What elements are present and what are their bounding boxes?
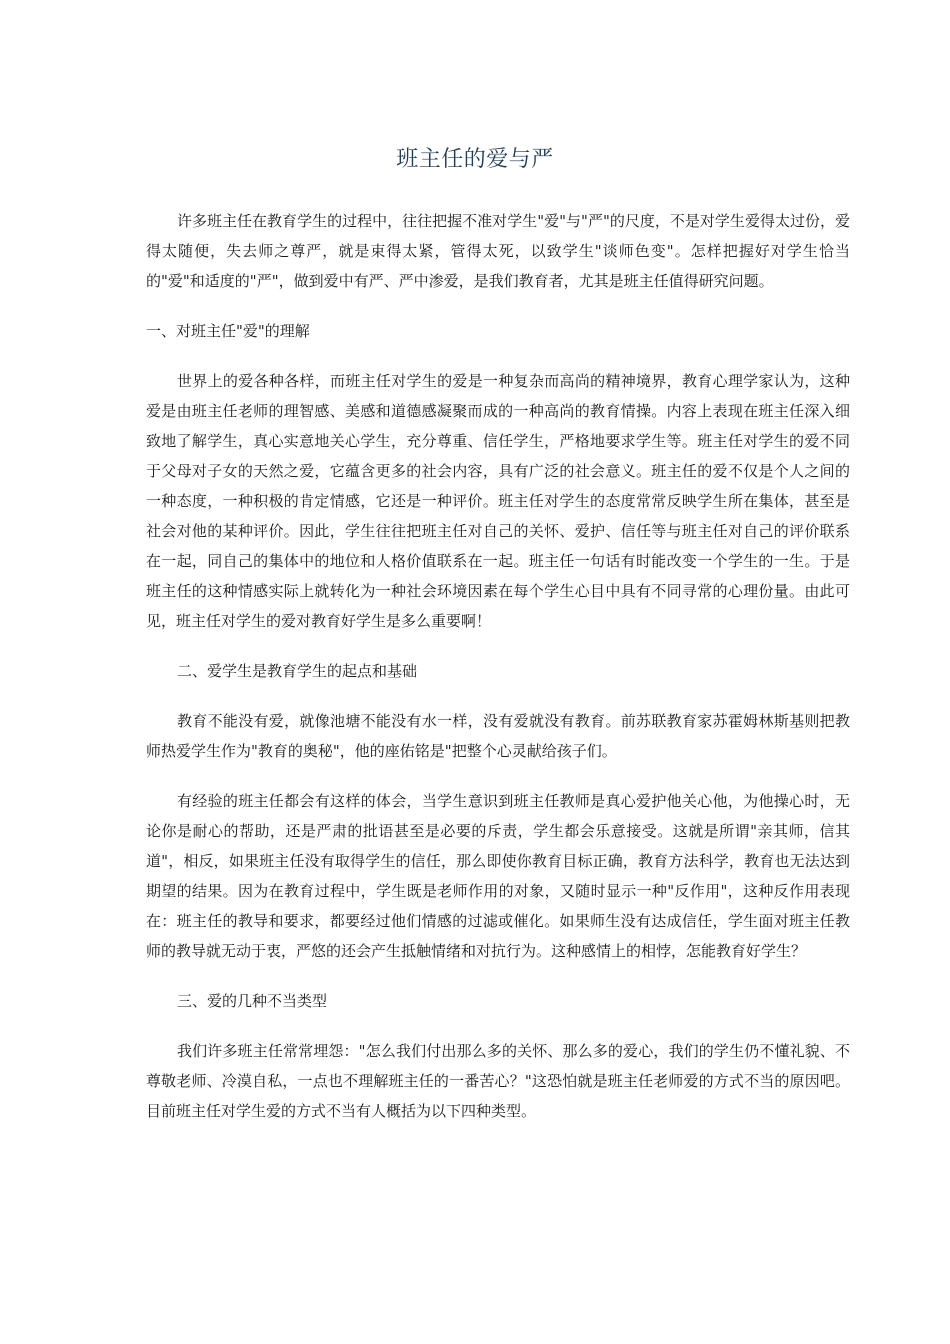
document-body (146, 206, 850, 1146)
document-title: 班主任的爱与严 (396, 147, 554, 172)
section-1-heading: 一、对班主任"爱"的理解 (146, 322, 310, 340)
intro-paragraph: 许多班主任在教育学生的过程中，往往把握不准对学生"爱"与"严"的尺度，不是对学生爱得太过份，爱得太随便，失去师之尊严，就是束得太紧，管得太死，以致学生"谈师色变"。怎样把握好对学生恰当的"爱"和适度的"严"，做到爱中有严、严中渗爱，是我们教育者，尤其是班主任值得研究问题。 (146, 212, 850, 290)
section-3-paragraph: 我们许多班主任常常埋怨："怎么我们付出那么多的关怀、那么多的爱心，我们的学生仍不懂礼貌、不尊敬老师、冷漠自私，一点也不理解班主任的一番苦心？"这恐怕就是班主任老师爱的方式不当的原因吧。目前班主任对学生爱的方式不当有人概括为以下四种类型。 (146, 1042, 850, 1120)
section-1-paragraph: 世界上的爱各种各样，而班主任对学生的爱是一种复杂而高尚的精神境界，教育心理学家认为，这种爱是由班主任老师的理智感、美感和道德感凝聚而成的一种高尚的教育情操。内容上表现在班主任深入细致地了解学生，真心实意地关心学生，充分尊重、信任学生，严格地要求学生等。班主任对学生的爱不同于父母对子女的天然之爱，它蕴含更多的社会内容，具有广泛的社会意义。班主任的爱不仅是个人之间的一种态度，一种积极的肯定情感，它还是一种评价。班主任对学生的态度常常反映学生所在集体，甚至是社会对他的某种评价。因此，学生往往把班主任对自己的关怀、爱护、信任等与班主任对自己的评价联系在一起，同自己的集体中的地位和人格价值联系在一起。班主任一句话有时能改变一个学生的一生。于是班主任的这种情感实际上就转化为一种社会环境因素在每个学生心目中具有不同寻常的心理份量。由此可见，班主任对学生的爱对教育好学生是多么重要啊！ (146, 372, 850, 630)
section-2-heading: 二、爱学生是教育学生的起点和基础 (177, 662, 418, 680)
section-3-heading: 三、爱的几种不当类型 (177, 992, 328, 1010)
section-2-paragraph-2: 有经验的班主任都会有这样的体会，当学生意识到班主任教师是真心爱护他关心他，为他操心时，无论你是耐心的帮助，还是严肃的批语甚至是必要的斥责，学生都会乐意接受。这就是所谓"亲其师，信其道"，相反，如果班主任没有取得学生的信任，那么即使你教育目标正确，教育方法科学，教育也无法达到期望的结果。因为在教育过程中，学生既是老师作用的对象，又随时显示一种"反作用"，这种反作用表现在：班主任的教导和要求，都要经过他们情感的过滤或催化。如果师生没有达成信任，学生面对班主任教师的教导就无动于衷，严悠的还会产生抵触情绪和对抗行为。这种感情上的相悖，怎能教育好学生？ (146, 792, 850, 960)
section-2-paragraph-1: 教育不能没有爱，就像池塘不能没有水一样，没有爱就没有教育。前苏联教育家苏霍姆林斯基则把教师热爱学生作为"教育的奥秘"，他的座佑铭是"把整个心灵献给孩子们。 (146, 712, 850, 760)
